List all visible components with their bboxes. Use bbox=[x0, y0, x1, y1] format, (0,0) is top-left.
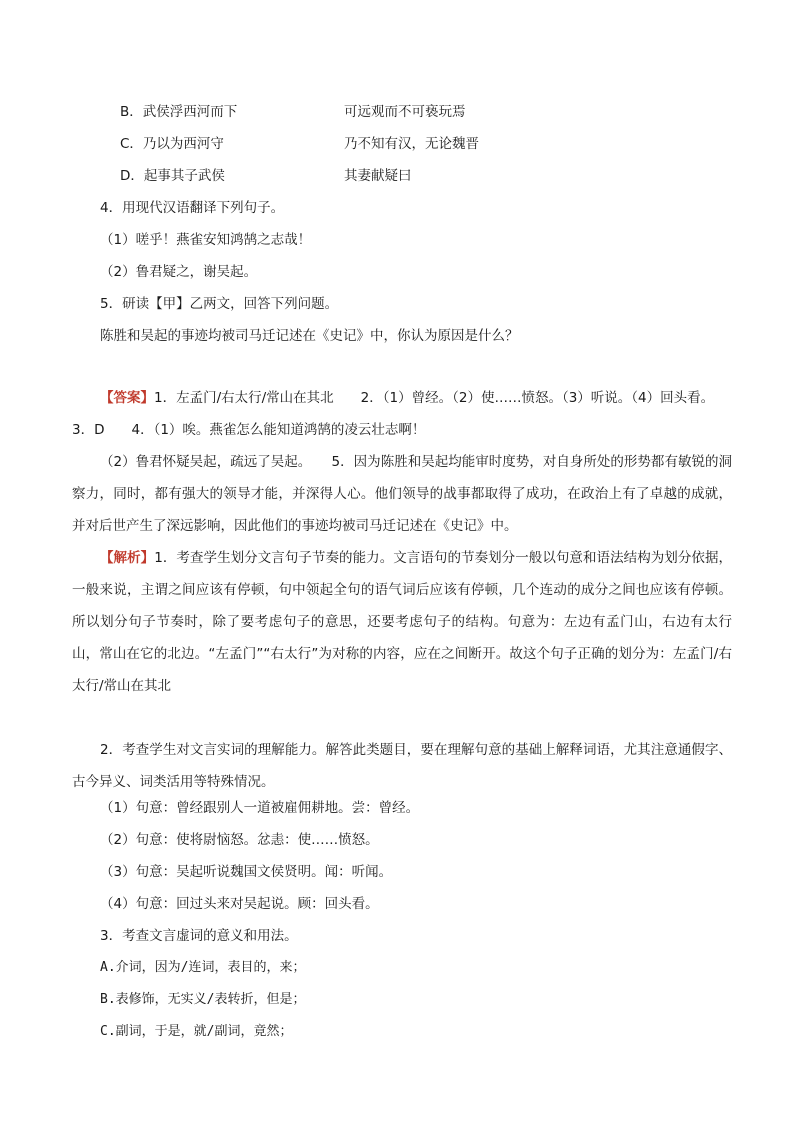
analysis-tag: 【解析】 bbox=[100, 550, 155, 566]
answer-line-2: 3．D 4．（1）唉。燕雀怎么能知道鸿鹄的凌云壮志啊！ bbox=[72, 422, 426, 438]
option-c-right: 乃不知有汉，无论魏晋 bbox=[344, 136, 479, 152]
answer-paragraph: （2）鲁君怀疑吴起，疏远了吴起。 5．因为陈胜和吴起均能审时度势，对自身所处的形势都有敏锐的洞察力，同时，都有强大的领导才能，并深得人心。他们领导的战事都取得了成功，在政治上有了卓越的成就，并对后世产生了深远影响，因此他们的事迹均被司马迁记述在《史记》中。 bbox=[72, 454, 732, 534]
analysis-option-b: B.表修饰，无实义/表转折，但是； bbox=[100, 992, 306, 1007]
analysis-item-4: （4）句意：回过头来对吴起说。顾：回头看。 bbox=[100, 896, 379, 912]
option-d-left: D．起事其子武侯 bbox=[120, 168, 225, 184]
answer-line-1 bbox=[100, 388, 714, 408]
question-5-title: 5．研读【甲】乙两文，回答下列问题。 bbox=[100, 296, 339, 312]
analysis-paragraph-3: 3．考查文言虚词的意义和用法。 bbox=[100, 928, 298, 944]
analysis-paragraph-1 bbox=[72, 542, 732, 702]
option-c-left: C．乃以为西河守 bbox=[120, 136, 224, 152]
analysis-text-1: 1．考查学生划分文言句子节奏的能力。文言语句的节奏划分一般以句意和语法结构为划分依据，一般来说，主谓之间应该有停顿，句中领起全句的语气词后应该有停顿，几个连动的成分之间也应该有停顿。所以划分句子节奏时，除了要考虑句子的意思，还要考虑句子的结构。句意为：左边有孟门山，右边有太行山，常山在它的北边。“左孟门”“右太行”为对称的内容，应在之间断开。故这个句子正确的划分为：左孟门/右太行/常山在其北 bbox=[72, 550, 733, 694]
analysis-item-2: （2）句意：使将尉恼怒。忿恚：使……愤怒。 bbox=[100, 832, 379, 848]
answer-tag: 【答案】 bbox=[100, 390, 154, 406]
question-4-title: 4．用现代汉语翻译下列句子。 bbox=[100, 200, 285, 216]
question-5-text: 陈胜和吴起的事迹均被司马迁记述在《史记》中，你认为原因是什么？ bbox=[100, 328, 519, 344]
analysis-item-1: （1）句意：曾经跟别人一道被雇佣耕地。尝：曾经。 bbox=[100, 800, 420, 816]
option-b-right: 可远观而不可亵玩焉 bbox=[344, 104, 466, 120]
analysis-option-c: C.副词，于是，就/副词，竟然； bbox=[100, 1024, 293, 1039]
question-4-sentence-1: （1）嗟乎！燕雀安知鸿鹄之志哉！ bbox=[100, 232, 312, 248]
option-b-left: B．武侯浮西河而下 bbox=[120, 104, 238, 120]
option-d-right: 其妻献疑曰 bbox=[344, 168, 412, 184]
analysis-item-3: （3）句意：吴起听说魏国文侯贤明。闻：听闻。 bbox=[100, 864, 393, 880]
question-4-sentence-2: （2）鲁君疑之，谢吴起。 bbox=[100, 264, 258, 280]
analysis-paragraph-2: 2．考查学生对文言实词的理解能力。解答此类题目，要在理解句意的基础上解释词语，尤其注意通假字、古今异义、词类活用等特殊情况。 bbox=[72, 742, 732, 790]
answer-text-1: 1．左孟门/右太行/常山在其北 2．（1）曾经。（2）使……愤怒。（3）听说。（4）回头看。 bbox=[154, 390, 715, 406]
analysis-option-a: A.介词，因为/连词，表目的，来； bbox=[100, 960, 306, 975]
